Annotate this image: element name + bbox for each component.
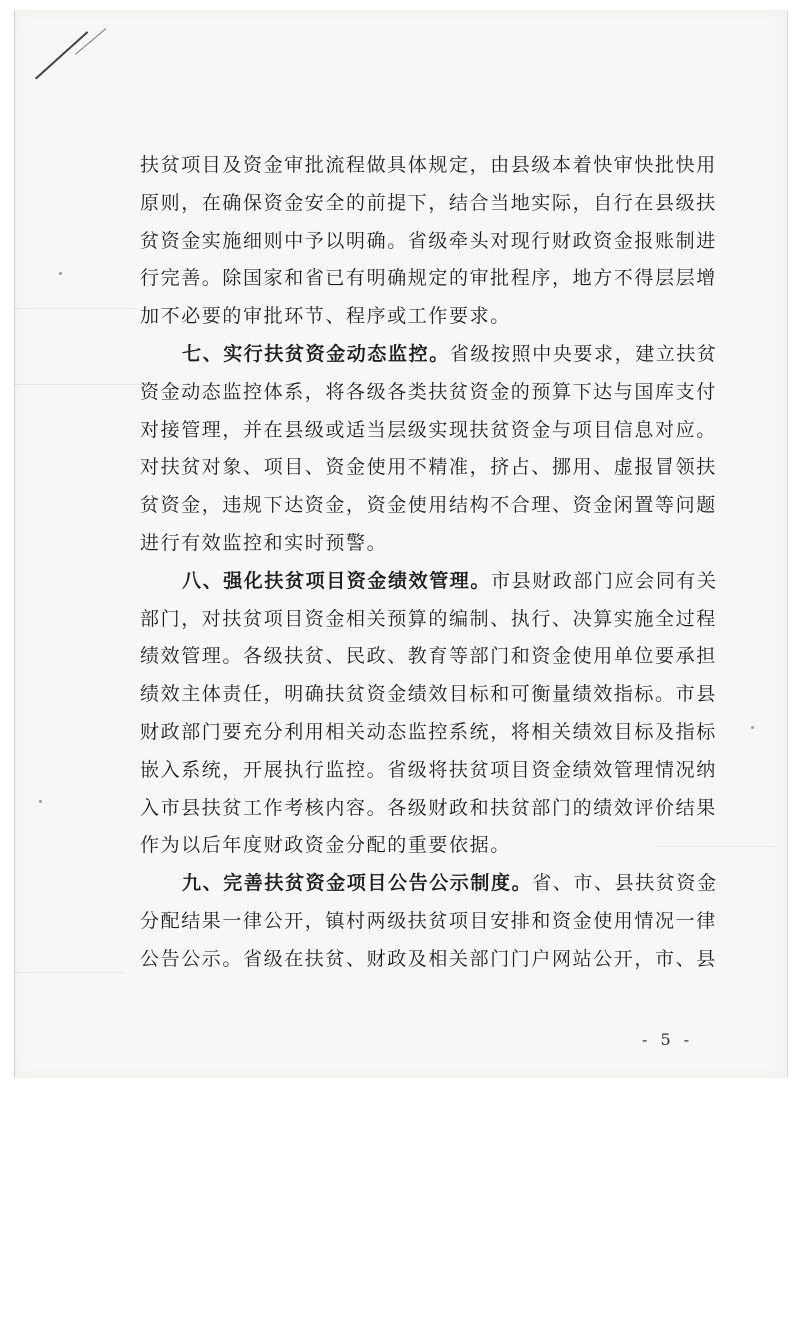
text-line: 行完善。除国家和省已有明确规定的审批程序，地方不得层层增	[140, 267, 717, 290]
section-7-heading: 七、实行扶贫资金动态监控。	[182, 342, 450, 365]
section-8-heading: 八、强化扶贫项目资金绩效管理。	[182, 569, 492, 592]
text-line: 绩效管理。各级扶贫、民政、教育等部门和资金使用单位要承担	[140, 645, 717, 668]
section-9-heading: 九、完善扶贫资金项目公告公示制度。	[182, 872, 533, 895]
text-line: 财政部门要充分利用相关动态监控系统，将相关绩效目标及指标	[140, 720, 717, 743]
page-number: - 5 -	[642, 1030, 694, 1049]
text-line: 绩效主体责任，明确扶贫资金绩效目标和可衡量绩效指标。市县	[140, 683, 717, 706]
text-line: 对扶贫对象、项目、资金使用不精准，挤占、挪用、虚报冒领扶	[140, 456, 717, 479]
scan-speck	[59, 272, 62, 275]
scan-artifact	[15, 308, 135, 309]
text-line: 贫资金，违规下达资金，资金使用结构不合理、资金闲置等问题	[140, 494, 717, 517]
scan-artifact	[15, 384, 145, 385]
scan-speck	[751, 726, 754, 729]
text-line: 原则，在确保资金安全的前提下，结合当地实际，自行在县级扶	[140, 191, 717, 214]
text-line: 对接管理，并在县级或适当层级实现扶贫资金与项目信息对应。	[140, 418, 717, 441]
text-run: 省、市、县扶贫资金	[532, 872, 718, 895]
text-line: 部门，对扶贫项目资金相关预算的编制、执行、决算实施全过程	[140, 607, 717, 630]
document-body	[140, 147, 720, 979]
text-line: 分配结果一律公开，镇村两级扶贫项目安排和资金使用情况一律	[140, 909, 717, 932]
text-line: 公告公示。省级在扶贫、财政及相关部门门户网站公开，市、县	[140, 947, 717, 970]
text-line: 嵌入系统，开展执行监控。省级将扶贫项目资金绩效管理情况纳	[140, 758, 717, 781]
corner-scan-mark	[35, 31, 88, 79]
section-7-first-line	[140, 336, 720, 374]
text-line: 资金动态监控体系，将各级各类扶贫资金的预算下达与国库支付	[140, 380, 717, 403]
text-line: 加不必要的审批环节、程序或工作要求。	[140, 305, 511, 328]
scan-artifact	[15, 972, 125, 973]
text-line: 作为以后年度财政资金分配的重要依据。	[140, 834, 511, 857]
section-9-first-line	[140, 865, 720, 903]
text-line: 进行有效监控和实时预警。	[140, 531, 388, 554]
corner-scan-mark	[75, 28, 106, 54]
text-run: 省级按照中央要求，建立扶贫	[449, 342, 718, 365]
scan-speck	[39, 800, 42, 803]
text-line: 入市县扶贫工作考核内容。各级财政和扶贫部门的绩效评价结果	[140, 796, 717, 819]
section-8-first-line	[140, 563, 720, 601]
text-run: 市县财政部门应会同有关	[491, 569, 718, 592]
text-line: 贫资金实施细则中予以明确。省级牵头对现行财政资金报账制进	[140, 229, 717, 252]
text-line: 扶贫项目及资金审批流程做具体规定，由县级本着快审快批快用	[140, 154, 717, 176]
